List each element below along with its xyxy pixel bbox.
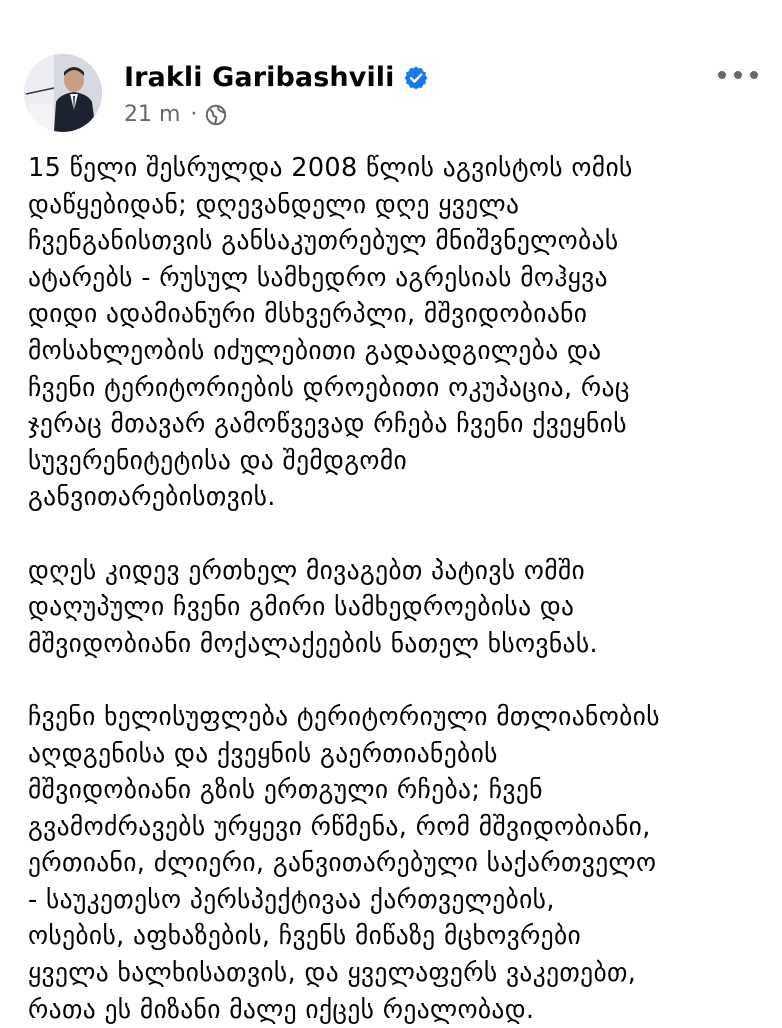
avatar-photo bbox=[24, 54, 102, 132]
author-avatar[interactable] bbox=[24, 54, 102, 132]
post-header bbox=[24, 54, 758, 134]
more-dot bbox=[750, 71, 758, 79]
post-meta bbox=[124, 102, 227, 127]
more-options-icon[interactable] bbox=[718, 60, 758, 90]
post-timestamp[interactable]: 21 m bbox=[124, 102, 181, 127]
globe-icon[interactable] bbox=[205, 104, 227, 126]
more-dot bbox=[718, 71, 726, 79]
post-paragraph-2: დღეს კიდევ ერთხელ მივაგებთ პატივს ომში დაღუპული ჩვენი გმირი სამხედროებისა და მშვიდობიანი მოქალაქეების ნათელ ხსოვნას. bbox=[28, 555, 598, 659]
post-body bbox=[28, 150, 780, 1028]
meta-separator: · bbox=[190, 102, 198, 127]
post-paragraph-1: 15 წელი შესრულდა 2008 წლის აგვისტოს ომის დაწყებიდან; დღევანდელი დღე ყველა ჩვენგანისთვის განსაკუთრებულ მნიშვნელობას ატარებს - რუსულ სამხედრო აგრესიას მოჰყვა დიდი ადამიანური მსხვერპლი, მშვიდობიანი მოსახლეობის იძულებითი გადაადგილება და ჩვენი ტერიტორიების დროებითი ოკუპაცია, რაც ჯერაც მთავარ გამოწვევად რჩება ჩვენი ქვეყნის სუვერენიტეტისა და შემდგომი განვითარებისთვის. bbox=[28, 153, 633, 513]
verified-badge-icon bbox=[403, 65, 429, 91]
post-paragraph-3: ჩვენი ხელისუფლება ტერიტორიული მთლიანობის აღდგენისა და ქვეყნის გაერთიანების მშვიდობიანი გზის ერთგული რჩება; ჩვენ გვამოძრავებს ურყევი რწმენა, რომ მშვიდობიანი, ერთიანი, ძლიერი, განვითარებული საქართველო - საუკეთესო პერსპექტივაა ქართველების, ოსების, აფხაზების, ჩვენს მიწაზე მცხოვრები ყველა ხალხისათვის, და ყველაფერს ვაკეთებთ, რათა ეს მიზანი მალე იქცეს რეალობად. bbox=[28, 701, 660, 1025]
author-name-row bbox=[124, 62, 429, 93]
more-dot bbox=[734, 71, 742, 79]
author-name[interactable]: Irakli Garibashvili bbox=[124, 62, 395, 93]
